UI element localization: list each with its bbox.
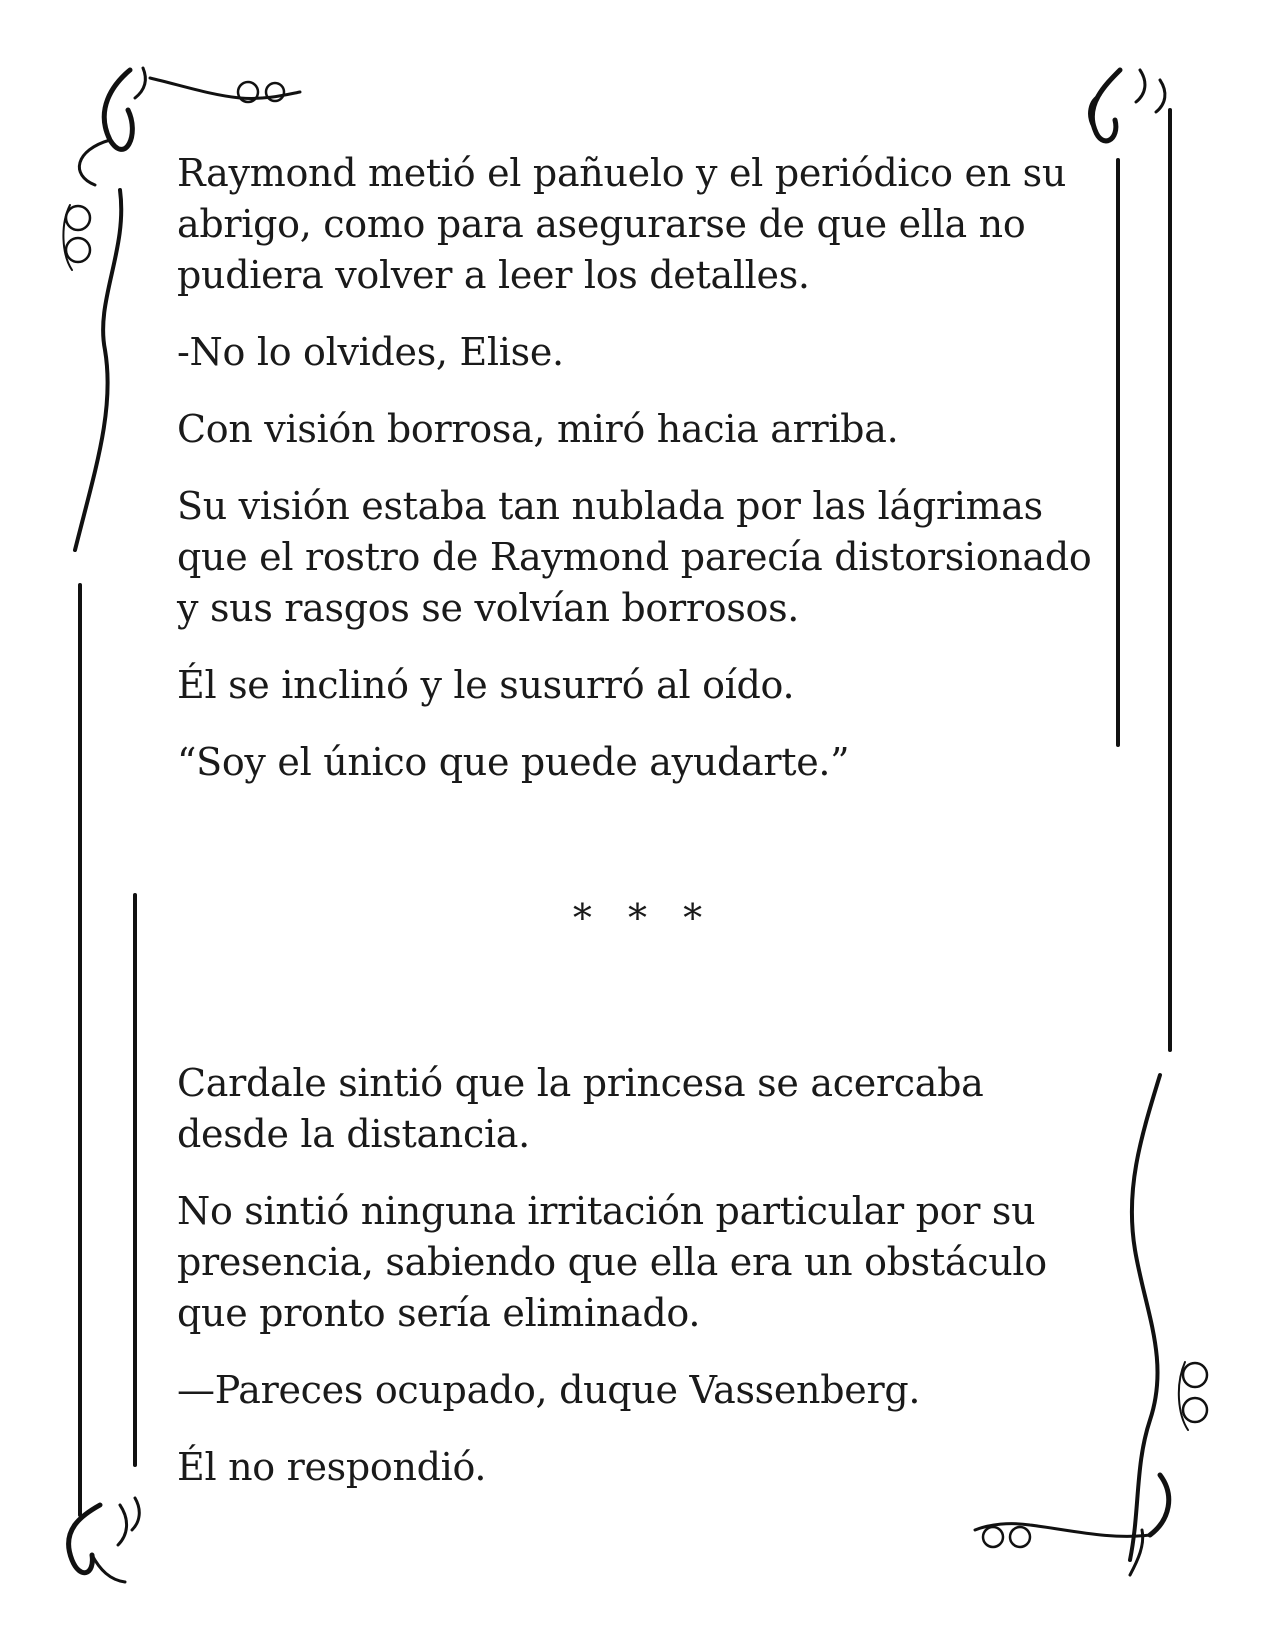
text-line: presencia, sabiendo que ella era un obstáculo [177,1240,1047,1284]
paragraph [177,660,1117,711]
text-line: y sus rasgos se volvían borrosos. [177,586,800,630]
text-line: Su visión estaba tan nublada por las lágrimas [177,484,1043,528]
story-text-bottom [177,1058,1117,1519]
text-line: desde la distancia. [177,1112,530,1156]
scene-separator: * * * [572,896,715,940]
text-line: Raymond metió el pañuelo y el periódico en su [177,151,1067,195]
text-line: No sintió ninguna irritación particular por su [177,1189,1036,1233]
text-line: Cardale sintió que la princesa se acercaba [177,1061,984,1105]
paragraph [177,481,1117,634]
paragraph [177,1442,1117,1493]
paragraph [177,737,1117,788]
text-line: Con visión borrosa, miró hacia arriba. [177,407,899,451]
paragraph [177,1365,1117,1416]
text-line: Él se inclinó y le susurró al oído. [177,663,795,707]
text-line: —Pareces ocupado, duque Vassenberg. [177,1368,921,1412]
text-line: que pronto sería eliminado. [177,1291,701,1335]
paragraph [177,327,1117,378]
text-line: “Soy el único que puede ayudarte.” [177,740,850,784]
paragraph [177,1186,1117,1339]
top-right-flourish [1090,70,1165,141]
paragraph [177,148,1117,301]
bottom-left-flourish [69,1498,140,1582]
text-line: que el rostro de Raymond parecía distorsionado [177,535,1092,579]
text-line: -No lo olvides, Elise. [177,330,564,374]
paragraph [177,1058,1117,1160]
text-line: abrigo, como para asegurarse de que ella no [177,202,1026,246]
text-line: Él no respondió. [177,1445,487,1489]
story-text-top [177,148,1117,814]
text-line: pudiera volver a leer los detalles. [177,253,810,297]
paragraph [177,404,1117,455]
